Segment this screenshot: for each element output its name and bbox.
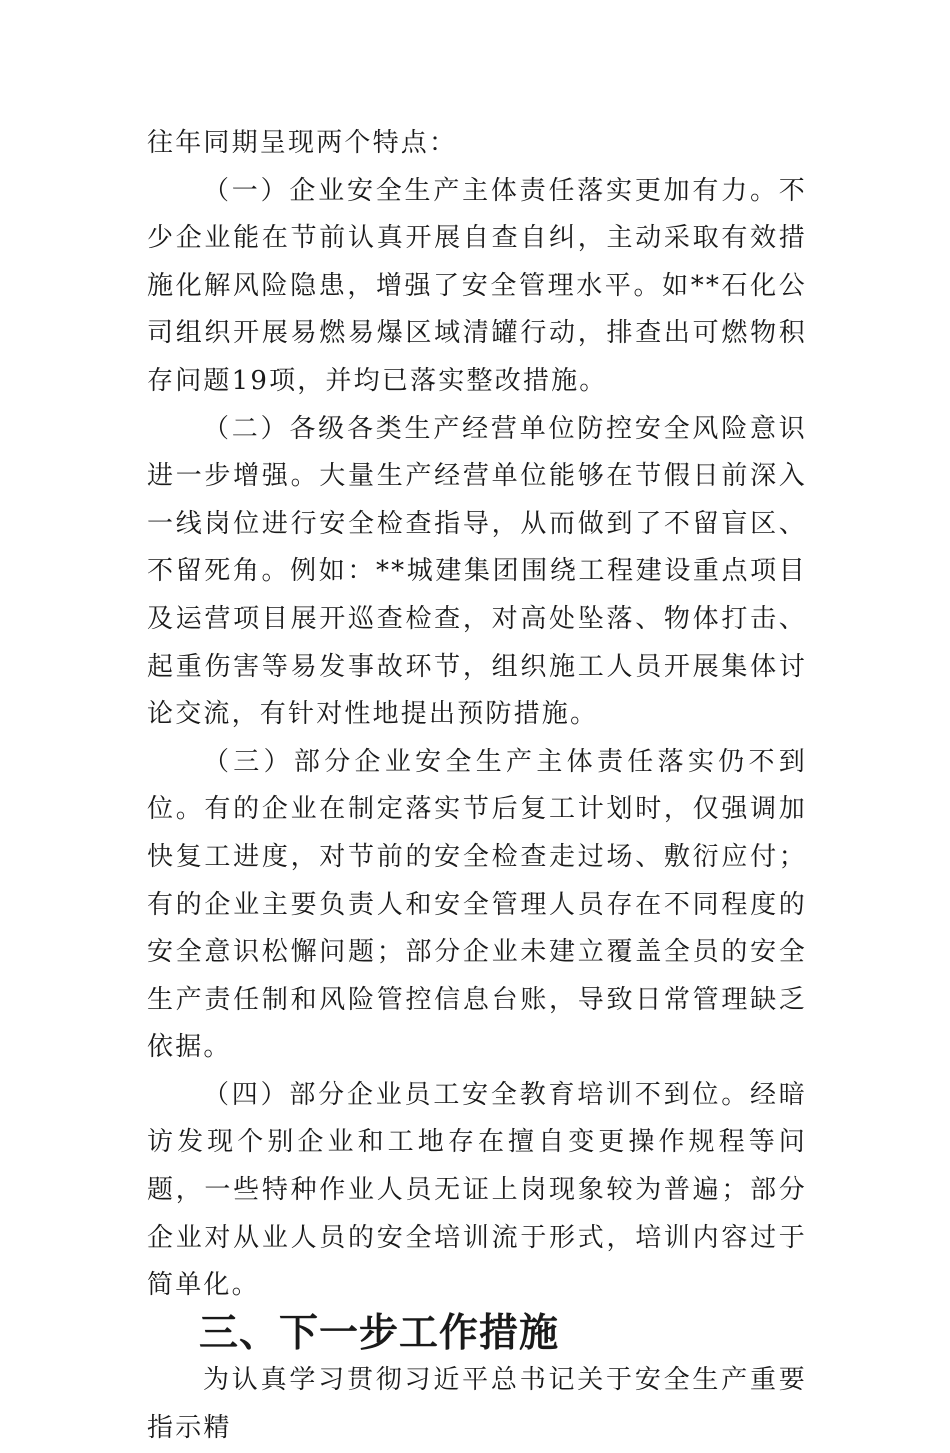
paragraph-point-2 (147, 406, 807, 739)
heading-text: 三、下一步工作措施 (199, 1310, 560, 1356)
paragraph-point-3 (147, 739, 807, 1072)
paragraph-continuation (147, 120, 807, 168)
paragraph-point-1 (147, 168, 807, 406)
paragraph-section-intro (147, 1357, 807, 1452)
paragraph-text: （二）各级各类生产经营单位防控安全风险意识进一步增强。大量生产经营单位能够在节假日前深入一线岗位进行安全检查指导，从而做到了不留盲区、不留死角。例如：**城建集团围绕工程建设重点项目及运营项目展开巡查检查，对高处坠落、物体打击、起重伤害等易发事故环节，组织施工人员开展集体讨论交流，有针对性地提出预防措施。 (147, 413, 807, 730)
paragraph-text: （四）部分企业员工安全教育培训不到位。经暗访发现个别企业和工地存在擅自变更操作规程等问题，一些特种作业人员无证上岗现象较为普遍；部分企业对从业人员的安全培训流于形式，培训内容过于简单化。 (147, 1079, 807, 1301)
paragraph-text: 为认真学习贯彻习近平总书记关于安全生产重要指示精 (147, 1365, 807, 1444)
document-body (147, 120, 807, 1453)
paragraph-point-4 (147, 1072, 807, 1310)
paragraph-text: 往年同期呈现两个特点： (147, 128, 458, 158)
paragraph-text: （一）企业安全生产主体责任落实更加有力。不少企业能在节前认真开展自查自纠，主动采取有效措施化解风险隐患，增强了安全管理水平。如**石化公司组织开展易燃易爆区域清罐行动，排查出可燃物积存问题19项，并均已落实整改措施。 (147, 175, 807, 396)
section-heading (147, 1310, 807, 1358)
paragraph-text: （三）部分企业安全生产主体责任落实仍不到位。有的企业在制定落实节后复工计划时，仅强调加快复工进度，对节前的安全检查走过场、敷衍应付；有的企业主要负责人和安全管理人员存在不同程度的安全意识松懈问题；部分企业未建立覆盖全员的安全生产责任制和风险管控信息台账，导致日常管理缺乏依据。 (147, 746, 807, 1063)
